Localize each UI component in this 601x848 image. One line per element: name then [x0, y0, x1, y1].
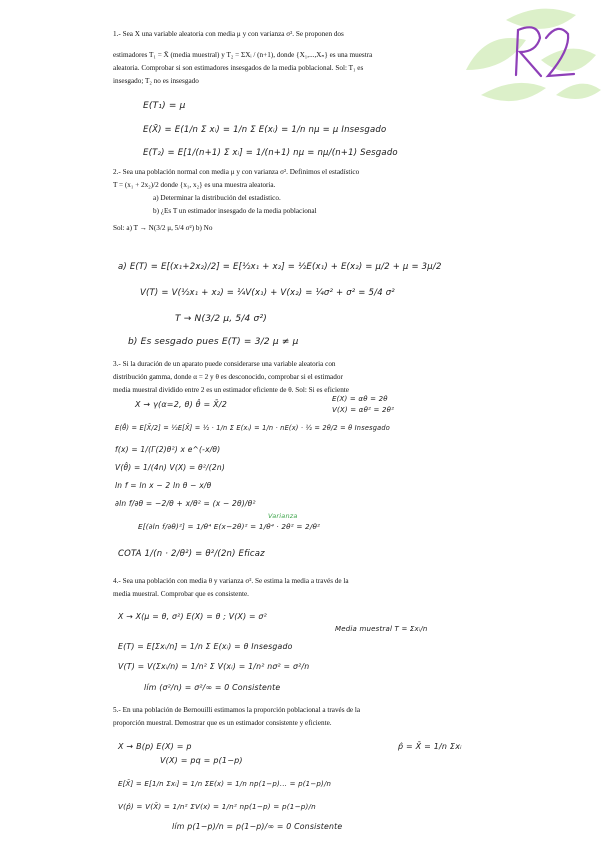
problem-5 — [113, 704, 508, 730]
p3-hand-5: f(x) = 1/(Γ(2)θ²) x e^(-x/θ) — [115, 445, 221, 454]
problem-1 — [113, 28, 508, 88]
p5-hand-1: X → B(p) E(X) = p — [118, 742, 192, 751]
p2-line2: T = (x₁ + 2x₂)/2 donde {x₁, x₂} es una muestra aleatoria. — [113, 181, 276, 189]
p3-hand-8: ∂ln f/∂θ = −2/θ + x/θ² = (x − 2θ)/θ² — [115, 499, 256, 508]
p4-hand-1: X → X(μ = θ, σ²) E(X) = θ ; V(X) = σ² — [118, 612, 267, 621]
p4-line2: media muestral. Comprobar que es consistente. — [113, 590, 249, 598]
p2-b: b) ¿Es T un estimador insesgado de la media poblacional — [153, 207, 317, 215]
p4-hand-5: lím (σ²/n) = σ²/∞ = 0 Consistente — [144, 683, 281, 692]
p2-a: a) Determinar la distribución del estadístico. — [153, 194, 281, 202]
p3-hand-9: E[(∂ln f/∂θ)²] = 1/θ⁴ E(x−2θ)² = 1/θ⁴ · 2θ² = 2/θ² — [138, 522, 321, 531]
problem-4 — [113, 575, 508, 601]
p2-hand-4: b) Es sesgado pues E(T) = 3/2 μ ≠ μ — [128, 337, 299, 347]
p1-line3: aleatoria. Comprobar si son estimadores insesgados de la media poblacional. Sol: T₁ es — [113, 64, 364, 72]
p3-hand-1: X → γ(α=2, θ) θ̂ = X̄/2 — [135, 400, 227, 409]
p3-hand-11: COTA 1/(n · 2/θ²) = θ²/(2n) Eficaz — [118, 549, 265, 559]
p1-line2: estimadores T₁ = X̄ (media muestral) y T₂ = ΣXᵢ / (n+1), donde {X₁,...,Xₙ} es una muestra — [113, 51, 373, 59]
p5-line2: proporción muestral. Demostrar que es un estimador consistente y eficiente. — [113, 719, 332, 727]
p1-line4: insesgado; T₂ no es insesgado — [113, 77, 199, 85]
p3-hand-7: ln f = ln x − 2 ln θ − x/θ — [115, 481, 212, 490]
p5-hand-5: V(p̂) = V(X̄) = 1/n² ΣV(x) = 1/n² np(1−p) = p(1−p)/n — [118, 802, 316, 811]
p5-line1: 5.- En una población de Bernouilli estimamos la proporción poblacional a través de la — [113, 706, 361, 714]
p4-line1: 4.- Sea una población con media θ y varianza σ². Se estima la media a través de la — [113, 577, 349, 585]
p2-sol: Sol: a) T → N(3/2 μ, 5/4 σ²) b) No — [113, 224, 213, 232]
p3-hand-10: Varianza — [268, 512, 298, 520]
p4-hand-3: E(T) = E[Σxᵢ/n] = 1/n Σ E(xᵢ) = θ Insesgado — [118, 642, 293, 651]
p3-line1: 3.- Si la duración de un aparato puede considerarse una variable aleatoria con — [113, 360, 336, 368]
p2-hand-3: T → N(3/2 μ, 5/4 σ²) — [175, 314, 267, 324]
p3-line3: media muestral dividido entre 2 es un estimador eficiente de θ. Sol: Si es eficiente — [113, 386, 349, 394]
p3-hand-2: E(X) = αθ = 2θ — [332, 395, 388, 403]
p5-hand-6: lím p(1−p)/n = p(1−p)/∞ = 0 Consistente — [172, 822, 343, 831]
p5-hand-4: E[X̄] = E[1/n Σxᵢ] = 1/n ΣE(x) = 1/n np(1−p)... = p(1−p)/n — [118, 780, 332, 788]
p5-hand-2: V(X) = pq = p(1−p) — [160, 756, 243, 765]
p3-hand-6: V(θ̂) = 1/(4n) V(X) = θ²/(2n) — [115, 463, 225, 472]
p3-line2: distribución gamma, donde α = 2 y θ es desconocido, comprobar si el estimador — [113, 373, 343, 381]
problem-3 — [113, 358, 508, 397]
p2-line1: 2.- Sea una población normal con media μ y con varianza σ². Definimos el estadístico — [113, 168, 360, 176]
p4-hand-4: V(T) = V(Σxᵢ/n) = 1/n² Σ V(xᵢ) = 1/n² nσ² = σ²/n — [118, 662, 310, 671]
p3-hand-3: V(X) = αθ² = 2θ² — [332, 406, 395, 414]
p2-hand-1: a) E(T) = E[(x₁+2x₂)/2] = E[½x₁ + x₂] = ½E(x₁) + E(x₂) = μ/2 + μ = 3μ/2 — [118, 262, 442, 272]
p1-hand-3: E(T₂) = E[1/(n+1) Σ xᵢ] = 1/(n+1) nμ = nμ/(n+1) Sesgado — [143, 148, 398, 158]
p1-hand-1: E(T₁) = μ — [143, 101, 186, 111]
problem-2 — [113, 166, 508, 235]
p1-line1: 1.- Sea X una variable aleatoria con media μ y con varianza σ². Se proponen dos — [113, 30, 344, 38]
p2-hand-2: V(T) = V(½x₁ + x₂) = ¼V(x₁) + V(x₂) = ¼σ² + σ² = 5/4 σ² — [140, 288, 395, 298]
p5-hand-3: p̂ = X̄ = 1/n Σxᵢ — [398, 742, 462, 751]
p3-hand-4: E(θ̂) = E[X̄/2] = ½E[X̄] = ½ · 1/n Σ E(xᵢ) = 1/n · nE(x) · ½ = 2θ/2 = θ Insesgado — [115, 424, 390, 432]
p4-hand-2: Media muestral T = Σxᵢ/n — [335, 625, 428, 633]
p1-hand-2: E(X̄) = E(1/n Σ xᵢ) = 1/n Σ E(xᵢ) = 1/n nμ = μ Insesgado — [143, 125, 387, 135]
